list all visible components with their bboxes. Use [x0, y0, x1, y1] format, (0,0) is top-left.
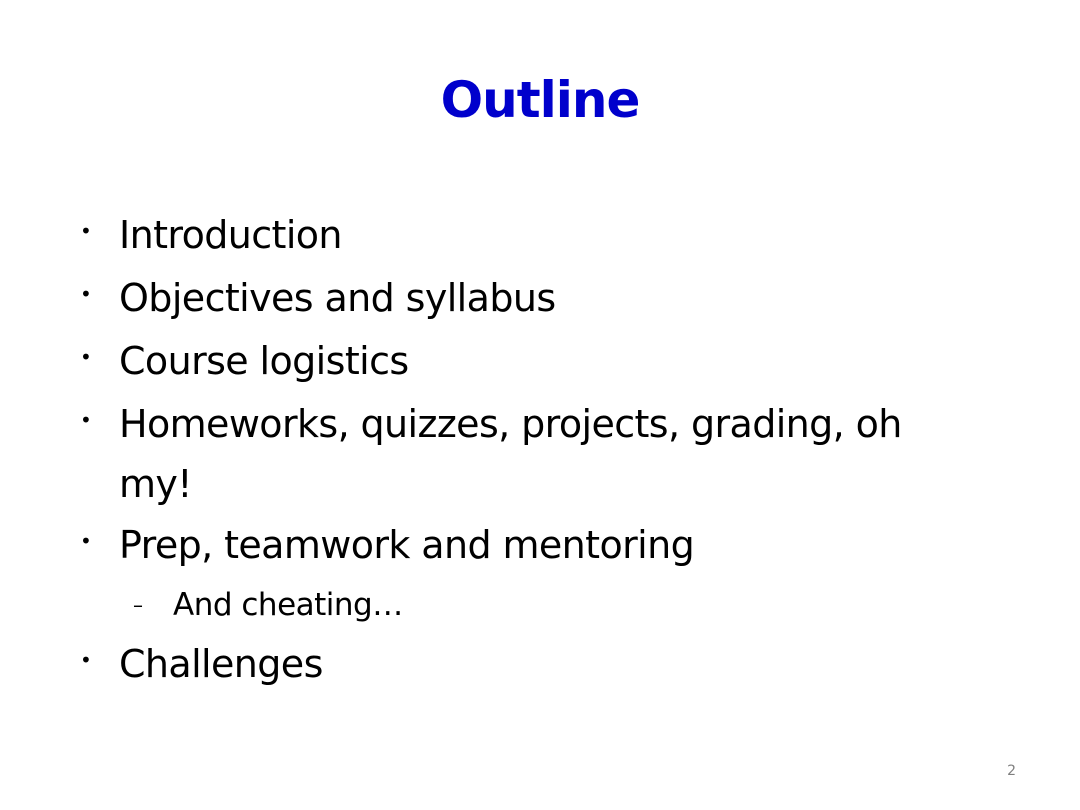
list-item-text: Prep, teamwork and mentoring	[119, 523, 695, 567]
bullet-marker: •	[80, 345, 92, 369]
list-item-text: Course logistics	[119, 339, 409, 383]
bullet-marker: •	[80, 529, 92, 553]
bullet-marker: •	[80, 219, 92, 243]
list-item-text: Objectives and syllabus	[119, 276, 556, 320]
slide-title: Outline	[440, 71, 640, 129]
bullet-marker: •	[80, 282, 92, 306]
list-item-text: Introduction	[119, 213, 342, 257]
bullet-marker: •	[80, 648, 92, 672]
page-number: 2	[1007, 763, 1016, 779]
bullet-marker: •	[80, 408, 92, 432]
sub-list-item-text: And cheating…	[173, 587, 403, 623]
sub-bullet-marker: –	[133, 593, 143, 617]
list-item-text: Homeworks, quizzes, projects, grading, oh my!	[119, 402, 902, 506]
list-item-text: Challenges	[119, 642, 323, 686]
